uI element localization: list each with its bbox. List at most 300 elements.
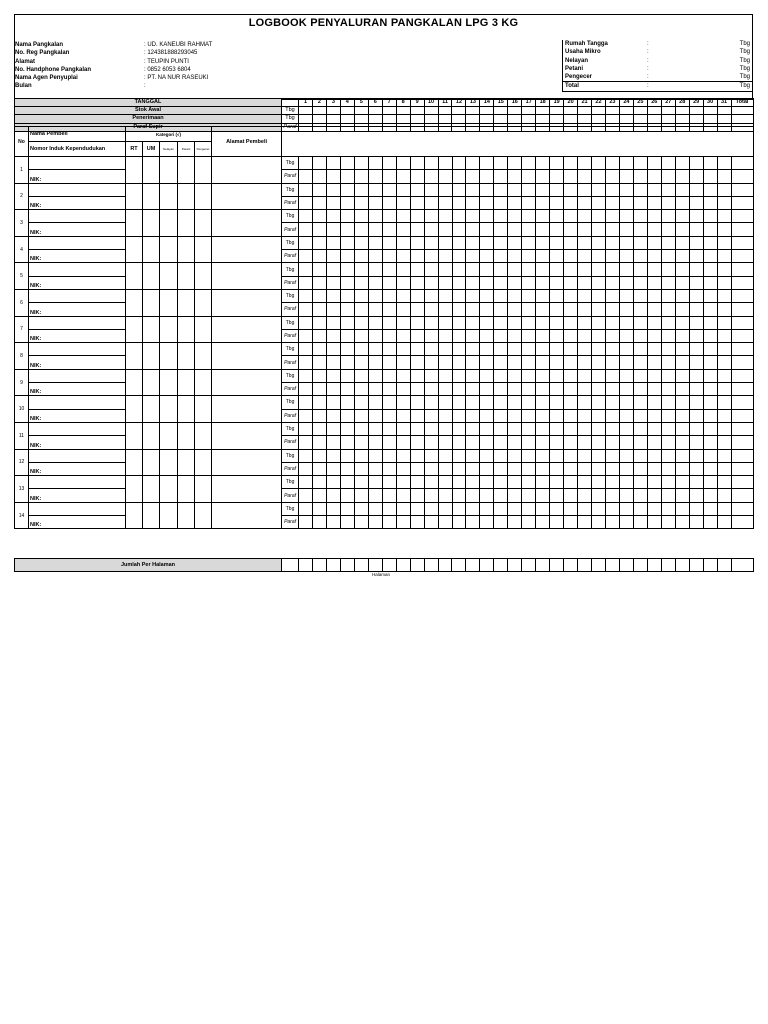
qty-cell[interactable]	[633, 316, 647, 329]
sign-cell[interactable]	[717, 303, 731, 316]
qty-cell[interactable]	[550, 183, 564, 196]
sign-cell[interactable]	[313, 303, 327, 316]
qty-cell[interactable]	[675, 289, 689, 302]
grid-cell[interactable]	[424, 107, 438, 115]
category-check-cell[interactable]	[126, 422, 143, 449]
sign-cell[interactable]	[410, 356, 424, 369]
qty-cell[interactable]	[452, 316, 466, 329]
grid-cell[interactable]	[619, 107, 633, 115]
sign-cell[interactable]	[661, 409, 675, 422]
qty-cell[interactable]	[424, 476, 438, 489]
sign-cell[interactable]	[550, 250, 564, 263]
nik-field[interactable]: NIK:	[29, 383, 126, 396]
sign-cell[interactable]	[313, 329, 327, 342]
sign-cell[interactable]	[438, 409, 452, 422]
sign-cell[interactable]	[550, 329, 564, 342]
qty-cell[interactable]	[661, 289, 675, 302]
qty-cell[interactable]	[424, 369, 438, 382]
qty-cell[interactable]	[396, 343, 410, 356]
sign-cell[interactable]	[340, 489, 354, 502]
qty-cell[interactable]	[466, 316, 480, 329]
qty-cell[interactable]	[326, 343, 340, 356]
sign-cell[interactable]	[592, 223, 606, 236]
sign-cell[interactable]	[564, 409, 578, 422]
qty-cell[interactable]	[703, 210, 717, 223]
sign-cell[interactable]	[313, 250, 327, 263]
sign-cell[interactable]	[368, 170, 382, 183]
buyer-address-field[interactable]	[212, 422, 282, 449]
sign-cell[interactable]	[689, 303, 703, 316]
footer-cell[interactable]	[340, 559, 354, 572]
sign-cell[interactable]	[452, 516, 466, 529]
sign-cell[interactable]	[619, 516, 633, 529]
qty-cell[interactable]	[326, 236, 340, 249]
buyer-name-field[interactable]	[29, 502, 126, 515]
qty-cell[interactable]	[410, 210, 424, 223]
sign-cell[interactable]	[313, 276, 327, 289]
qty-cell[interactable]	[536, 396, 550, 409]
sign-cell[interactable]	[647, 383, 661, 396]
qty-cell[interactable]	[592, 369, 606, 382]
sign-cell[interactable]	[578, 329, 592, 342]
qty-cell[interactable]	[578, 476, 592, 489]
sign-cell[interactable]	[675, 516, 689, 529]
category-check-cell[interactable]	[195, 157, 212, 184]
qty-cell[interactable]	[466, 236, 480, 249]
sign-cell[interactable]	[326, 196, 340, 209]
sign-cell[interactable]	[354, 196, 368, 209]
qty-cell[interactable]	[661, 476, 675, 489]
sign-cell[interactable]	[494, 223, 508, 236]
qty-cell[interactable]	[424, 263, 438, 276]
sign-cell[interactable]	[368, 356, 382, 369]
qty-cell[interactable]	[438, 316, 452, 329]
buyer-name-field[interactable]	[29, 422, 126, 435]
qty-cell[interactable]	[340, 236, 354, 249]
qty-cell[interactable]	[313, 476, 327, 489]
qty-cell[interactable]	[326, 476, 340, 489]
qty-cell[interactable]	[313, 396, 327, 409]
category-check-cell[interactable]	[160, 263, 178, 290]
qty-cell[interactable]	[717, 289, 731, 302]
qty-cell[interactable]	[368, 476, 382, 489]
sign-cell[interactable]	[480, 356, 494, 369]
grid-cell[interactable]	[299, 107, 313, 115]
qty-cell[interactable]	[313, 210, 327, 223]
category-check-cell[interactable]	[195, 476, 212, 503]
qty-cell[interactable]	[494, 210, 508, 223]
sign-cell[interactable]	[703, 196, 717, 209]
category-check-cell[interactable]	[143, 157, 160, 184]
sign-cell[interactable]	[731, 250, 753, 263]
qty-cell[interactable]	[522, 183, 536, 196]
sign-cell[interactable]	[578, 223, 592, 236]
sign-cell[interactable]	[326, 303, 340, 316]
sign-cell[interactable]	[368, 462, 382, 475]
sign-cell[interactable]	[410, 276, 424, 289]
sign-cell[interactable]	[731, 196, 753, 209]
qty-cell[interactable]	[606, 343, 620, 356]
sign-cell[interactable]	[354, 329, 368, 342]
qty-cell[interactable]	[340, 449, 354, 462]
footer-cell[interactable]	[592, 559, 606, 572]
qty-cell[interactable]	[606, 396, 620, 409]
sign-cell[interactable]	[368, 409, 382, 422]
nik-field[interactable]: NIK:	[29, 462, 126, 475]
qty-cell[interactable]	[689, 289, 703, 302]
sign-cell[interactable]	[494, 436, 508, 449]
qty-cell[interactable]	[536, 316, 550, 329]
grid-cell[interactable]	[354, 107, 368, 115]
sign-cell[interactable]	[522, 489, 536, 502]
footer-cell[interactable]	[494, 559, 508, 572]
qty-cell[interactable]	[466, 157, 480, 170]
sign-cell[interactable]	[424, 250, 438, 263]
sign-cell[interactable]	[592, 170, 606, 183]
qty-cell[interactable]	[340, 316, 354, 329]
sign-cell[interactable]	[480, 383, 494, 396]
sign-cell[interactable]	[661, 196, 675, 209]
qty-cell[interactable]	[661, 236, 675, 249]
grid-cell[interactable]	[368, 107, 382, 115]
qty-cell[interactable]	[480, 476, 494, 489]
category-check-cell[interactable]	[143, 263, 160, 290]
sign-cell[interactable]	[424, 409, 438, 422]
qty-cell[interactable]	[382, 210, 396, 223]
qty-cell[interactable]	[508, 369, 522, 382]
sign-cell[interactable]	[633, 462, 647, 475]
qty-cell[interactable]	[508, 422, 522, 435]
buyer-address-field[interactable]	[212, 289, 282, 316]
sign-cell[interactable]	[522, 436, 536, 449]
sign-cell[interactable]	[326, 516, 340, 529]
qty-cell[interactable]	[313, 183, 327, 196]
footer-cell[interactable]	[689, 559, 703, 572]
sign-cell[interactable]	[536, 223, 550, 236]
qty-cell[interactable]	[326, 210, 340, 223]
sign-cell[interactable]	[480, 250, 494, 263]
sign-cell[interactable]	[675, 196, 689, 209]
qty-cell[interactable]	[647, 316, 661, 329]
qty-cell[interactable]	[299, 183, 313, 196]
sign-cell[interactable]	[494, 356, 508, 369]
category-check-cell[interactable]	[178, 396, 195, 423]
qty-cell[interactable]	[326, 502, 340, 515]
sign-cell[interactable]	[661, 250, 675, 263]
qty-cell[interactable]	[382, 396, 396, 409]
qty-cell[interactable]	[606, 183, 620, 196]
qty-cell[interactable]	[410, 316, 424, 329]
qty-cell[interactable]	[368, 263, 382, 276]
sign-cell[interactable]	[424, 489, 438, 502]
sign-cell[interactable]	[452, 276, 466, 289]
sign-cell[interactable]	[452, 196, 466, 209]
qty-cell[interactable]	[410, 476, 424, 489]
qty-cell[interactable]	[480, 396, 494, 409]
sign-cell[interactable]	[368, 276, 382, 289]
sign-cell[interactable]	[368, 489, 382, 502]
qty-cell[interactable]	[661, 449, 675, 462]
qty-cell[interactable]	[606, 316, 620, 329]
qty-cell[interactable]	[647, 183, 661, 196]
sign-cell[interactable]	[647, 516, 661, 529]
qty-cell[interactable]	[396, 369, 410, 382]
sign-cell[interactable]	[466, 250, 480, 263]
qty-cell[interactable]	[452, 210, 466, 223]
sign-cell[interactable]	[592, 489, 606, 502]
sign-cell[interactable]	[564, 489, 578, 502]
sign-cell[interactable]	[424, 383, 438, 396]
qty-cell[interactable]	[633, 183, 647, 196]
qty-cell[interactable]	[564, 157, 578, 170]
footer-cell[interactable]	[619, 559, 633, 572]
sign-cell[interactable]	[619, 356, 633, 369]
qty-cell[interactable]	[550, 316, 564, 329]
qty-cell[interactable]	[466, 369, 480, 382]
category-check-cell[interactable]	[195, 183, 212, 210]
sign-cell[interactable]	[675, 329, 689, 342]
qty-cell[interactable]	[633, 369, 647, 382]
qty-cell[interactable]	[550, 476, 564, 489]
qty-cell[interactable]	[675, 369, 689, 382]
qty-cell[interactable]	[354, 183, 368, 196]
qty-cell[interactable]	[326, 157, 340, 170]
grid-cell[interactable]	[564, 115, 578, 123]
sign-cell[interactable]	[313, 223, 327, 236]
category-check-cell[interactable]	[126, 449, 143, 476]
sign-cell[interactable]	[480, 223, 494, 236]
qty-cell[interactable]	[633, 502, 647, 515]
sign-cell[interactable]	[340, 303, 354, 316]
qty-cell[interactable]	[661, 183, 675, 196]
category-check-cell[interactable]	[178, 343, 195, 370]
qty-cell[interactable]	[452, 449, 466, 462]
qty-cell[interactable]	[647, 449, 661, 462]
qty-cell[interactable]	[592, 316, 606, 329]
qty-cell[interactable]	[354, 476, 368, 489]
qty-cell[interactable]	[452, 157, 466, 170]
sign-cell[interactable]	[550, 356, 564, 369]
sign-cell[interactable]	[647, 436, 661, 449]
qty-cell[interactable]	[438, 157, 452, 170]
sign-cell[interactable]	[550, 409, 564, 422]
sign-cell[interactable]	[536, 516, 550, 529]
sign-cell[interactable]	[647, 409, 661, 422]
qty-cell[interactable]	[299, 449, 313, 462]
sign-cell[interactable]	[675, 436, 689, 449]
qty-cell[interactable]	[564, 343, 578, 356]
sign-cell[interactable]	[717, 223, 731, 236]
qty-cell[interactable]	[564, 183, 578, 196]
grid-cell[interactable]	[578, 107, 592, 115]
sign-cell[interactable]	[550, 383, 564, 396]
category-check-cell[interactable]	[195, 289, 212, 316]
category-check-cell[interactable]	[160, 396, 178, 423]
footer-cell[interactable]	[661, 559, 675, 572]
sign-cell[interactable]	[299, 223, 313, 236]
grid-cell[interactable]	[605, 115, 619, 123]
qty-cell[interactable]	[606, 369, 620, 382]
grid-cell[interactable]	[382, 115, 396, 123]
qty-cell[interactable]	[466, 183, 480, 196]
qty-cell[interactable]	[354, 396, 368, 409]
qty-cell[interactable]	[633, 236, 647, 249]
qty-cell[interactable]	[550, 343, 564, 356]
grid-cell[interactable]	[564, 107, 578, 115]
sign-cell[interactable]	[550, 303, 564, 316]
grid-cell[interactable]	[550, 107, 564, 115]
qty-cell[interactable]	[619, 210, 633, 223]
sign-cell[interactable]	[452, 409, 466, 422]
qty-cell[interactable]	[410, 449, 424, 462]
qty-cell[interactable]	[647, 289, 661, 302]
sign-cell[interactable]	[578, 250, 592, 263]
sign-cell[interactable]	[633, 196, 647, 209]
sign-cell[interactable]	[606, 276, 620, 289]
qty-cell[interactable]	[382, 183, 396, 196]
sign-cell[interactable]	[480, 276, 494, 289]
buyer-address-field[interactable]	[212, 369, 282, 396]
sign-cell[interactable]	[313, 409, 327, 422]
qty-cell[interactable]	[606, 422, 620, 435]
sign-cell[interactable]	[731, 356, 753, 369]
qty-cell[interactable]	[299, 343, 313, 356]
sign-cell[interactable]	[299, 303, 313, 316]
qty-cell[interactable]	[396, 449, 410, 462]
sign-cell[interactable]	[508, 409, 522, 422]
sign-cell[interactable]	[717, 436, 731, 449]
qty-cell[interactable]	[313, 343, 327, 356]
grid-cell[interactable]	[368, 115, 382, 123]
qty-cell[interactable]	[647, 422, 661, 435]
qty-cell[interactable]	[410, 422, 424, 435]
sign-cell[interactable]	[592, 383, 606, 396]
qty-cell[interactable]	[396, 502, 410, 515]
qty-cell[interactable]	[396, 396, 410, 409]
nik-field[interactable]: NIK:	[29, 250, 126, 263]
qty-cell[interactable]	[633, 396, 647, 409]
qty-cell[interactable]	[522, 396, 536, 409]
sign-cell[interactable]	[438, 303, 452, 316]
sign-cell[interactable]	[313, 356, 327, 369]
sign-cell[interactable]	[522, 303, 536, 316]
sign-cell[interactable]	[675, 170, 689, 183]
qty-cell[interactable]	[368, 396, 382, 409]
sign-cell[interactable]	[675, 303, 689, 316]
grid-cell[interactable]	[466, 107, 480, 115]
qty-cell[interactable]	[466, 502, 480, 515]
sign-cell[interactable]	[299, 489, 313, 502]
qty-cell[interactable]	[396, 210, 410, 223]
grid-cell[interactable]	[661, 115, 675, 123]
sign-cell[interactable]	[340, 170, 354, 183]
qty-cell[interactable]	[438, 369, 452, 382]
sign-cell[interactable]	[661, 276, 675, 289]
sign-cell[interactable]	[452, 223, 466, 236]
sign-cell[interactable]	[326, 329, 340, 342]
sign-cell[interactable]	[494, 303, 508, 316]
sign-cell[interactable]	[689, 409, 703, 422]
qty-cell[interactable]	[452, 422, 466, 435]
category-check-cell[interactable]	[143, 343, 160, 370]
sign-cell[interactable]	[466, 329, 480, 342]
sign-cell[interactable]	[494, 276, 508, 289]
footer-cell[interactable]	[508, 559, 522, 572]
category-check-cell[interactable]	[160, 316, 178, 343]
qty-cell[interactable]	[368, 289, 382, 302]
qty-cell[interactable]	[536, 183, 550, 196]
sign-cell[interactable]	[382, 356, 396, 369]
sign-cell[interactable]	[438, 436, 452, 449]
qty-cell[interactable]	[480, 316, 494, 329]
sign-cell[interactable]	[619, 409, 633, 422]
sign-cell[interactable]	[382, 223, 396, 236]
qty-cell[interactable]	[717, 343, 731, 356]
sign-cell[interactable]	[564, 223, 578, 236]
sign-cell[interactable]	[689, 196, 703, 209]
sign-cell[interactable]	[633, 383, 647, 396]
sign-cell[interactable]	[410, 462, 424, 475]
qty-cell[interactable]	[717, 210, 731, 223]
qty-cell[interactable]	[592, 502, 606, 515]
sign-cell[interactable]	[661, 516, 675, 529]
sign-cell[interactable]	[564, 276, 578, 289]
sign-cell[interactable]	[424, 170, 438, 183]
qty-cell[interactable]	[619, 183, 633, 196]
qty-cell[interactable]	[536, 236, 550, 249]
qty-cell[interactable]	[703, 449, 717, 462]
category-check-cell[interactable]	[160, 289, 178, 316]
sign-cell[interactable]	[564, 356, 578, 369]
sign-cell[interactable]	[508, 436, 522, 449]
sign-cell[interactable]	[299, 276, 313, 289]
category-check-cell[interactable]	[160, 183, 178, 210]
sign-cell[interactable]	[396, 250, 410, 263]
qty-cell[interactable]	[703, 369, 717, 382]
sign-cell[interactable]	[340, 516, 354, 529]
qty-cell[interactable]	[368, 343, 382, 356]
sign-cell[interactable]	[438, 489, 452, 502]
sign-cell[interactable]	[633, 276, 647, 289]
sign-cell[interactable]	[703, 436, 717, 449]
qty-cell[interactable]	[619, 476, 633, 489]
sign-cell[interactable]	[522, 409, 536, 422]
footer-cell[interactable]	[282, 559, 299, 572]
sign-cell[interactable]	[508, 303, 522, 316]
qty-cell[interactable]	[494, 476, 508, 489]
qty-cell[interactable]	[633, 422, 647, 435]
sign-cell[interactable]	[564, 462, 578, 475]
qty-cell[interactable]	[717, 369, 731, 382]
qty-cell[interactable]	[424, 183, 438, 196]
qty-cell[interactable]	[313, 289, 327, 302]
sign-cell[interactable]	[354, 276, 368, 289]
qty-cell[interactable]	[354, 369, 368, 382]
sign-cell[interactable]	[452, 436, 466, 449]
qty-cell[interactable]	[480, 183, 494, 196]
sign-cell[interactable]	[438, 356, 452, 369]
sign-cell[interactable]	[606, 489, 620, 502]
sign-cell[interactable]	[633, 329, 647, 342]
sign-cell[interactable]	[452, 489, 466, 502]
category-check-cell[interactable]	[160, 502, 178, 529]
qty-cell[interactable]	[508, 263, 522, 276]
sign-cell[interactable]	[522, 276, 536, 289]
qty-cell[interactable]	[522, 236, 536, 249]
sign-cell[interactable]	[466, 383, 480, 396]
sign-cell[interactable]	[382, 462, 396, 475]
sign-cell[interactable]	[452, 250, 466, 263]
